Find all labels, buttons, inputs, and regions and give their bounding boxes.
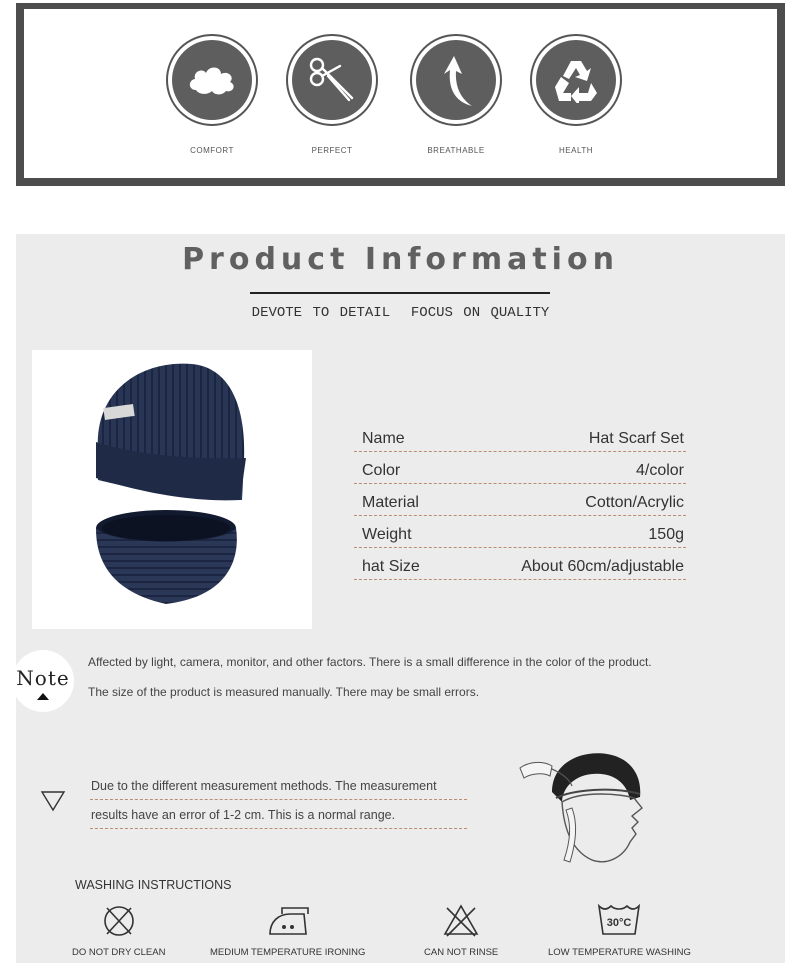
wash-label: CAN NOT RINSE (424, 947, 499, 958)
features-banner (16, 3, 785, 186)
title-divider (250, 292, 550, 294)
head-measure-illustration (512, 742, 662, 882)
spec-row-material (354, 484, 686, 516)
hat-scarf-illustration (32, 350, 312, 629)
recycle-icon (536, 40, 616, 120)
measurement-line: results have an error of 1-2 cm. This is a normal range. (90, 808, 467, 829)
cloud-icon (172, 40, 252, 120)
spec-row-color (354, 452, 686, 484)
wash-item-no-rinse (424, 902, 498, 958)
feature-breathable (406, 34, 506, 155)
feature-circle (410, 34, 502, 126)
spec-row-hat-size (354, 548, 686, 580)
spec-value: 150g (648, 526, 684, 543)
spec-value: Hat Scarf Set (588, 430, 684, 447)
feature-circle (286, 34, 378, 126)
feature-perfect (282, 34, 382, 155)
wash-item-low-temp-washing (548, 902, 691, 958)
spec-value: 4/color (635, 462, 684, 479)
panel-title: Product Information (182, 242, 619, 277)
washing-title: WASHING INSTRUCTIONS (75, 878, 232, 892)
feature-circle (166, 34, 258, 126)
no-dry-clean-icon (99, 902, 139, 940)
features-inner (24, 9, 777, 178)
spec-label: Material (362, 494, 419, 511)
feature-health (526, 34, 626, 155)
spec-row-weight (354, 516, 686, 548)
iron-medium-icon (264, 902, 312, 940)
feature-label: BREATHABLE (427, 146, 485, 155)
spec-value: Cotton/Acrylic (585, 494, 684, 511)
no-rinse-icon (441, 902, 481, 940)
spec-label: Name (362, 430, 405, 447)
wash-item-no-dry-clean (72, 902, 165, 958)
feature-label: PERFECT (311, 146, 353, 155)
measurement-line: Due to the different measurement methods. The measurement (90, 779, 467, 800)
note-line: Affected by light, camera, monitor, and other factors. There is a small difference in the color of the product. (88, 655, 652, 669)
wash-item-medium-ironing (210, 902, 365, 958)
caret-up-icon (37, 693, 49, 700)
note-badge (12, 650, 74, 712)
spec-label: hat Size (362, 558, 420, 575)
wash-label: MEDIUM TEMPERATURE IRONING (210, 947, 366, 958)
product-info-panel (16, 234, 785, 963)
wash-temp-label: 30°C (607, 917, 632, 929)
feature-label: HEALTH (559, 146, 593, 155)
spec-label: Weight (362, 526, 412, 543)
curved-arrow-icon (416, 40, 496, 120)
wash-label: LOW TEMPERATURE WASHING (548, 947, 691, 958)
panel-subtitle: DEVOTE TO DETAIL FOCUS ON QUALITY (251, 305, 550, 321)
product-image (32, 350, 312, 629)
spec-value: About 60cm/adjustable (521, 558, 684, 575)
note-line: The size of the product is measured manually. There may be small errors. (88, 685, 480, 699)
spec-table (354, 420, 686, 580)
spec-label: Color (362, 462, 401, 479)
feature-circle (530, 34, 622, 126)
scissors-icon (292, 40, 372, 120)
feature-label: COMFORT (190, 146, 234, 155)
note-label: Note (16, 666, 70, 690)
wash-30-icon (595, 902, 643, 940)
feature-comfort (162, 34, 262, 155)
spec-row-name (354, 420, 686, 452)
triangle-down-icon (40, 790, 66, 812)
wash-label: DO NOT DRY CLEAN (72, 947, 166, 958)
